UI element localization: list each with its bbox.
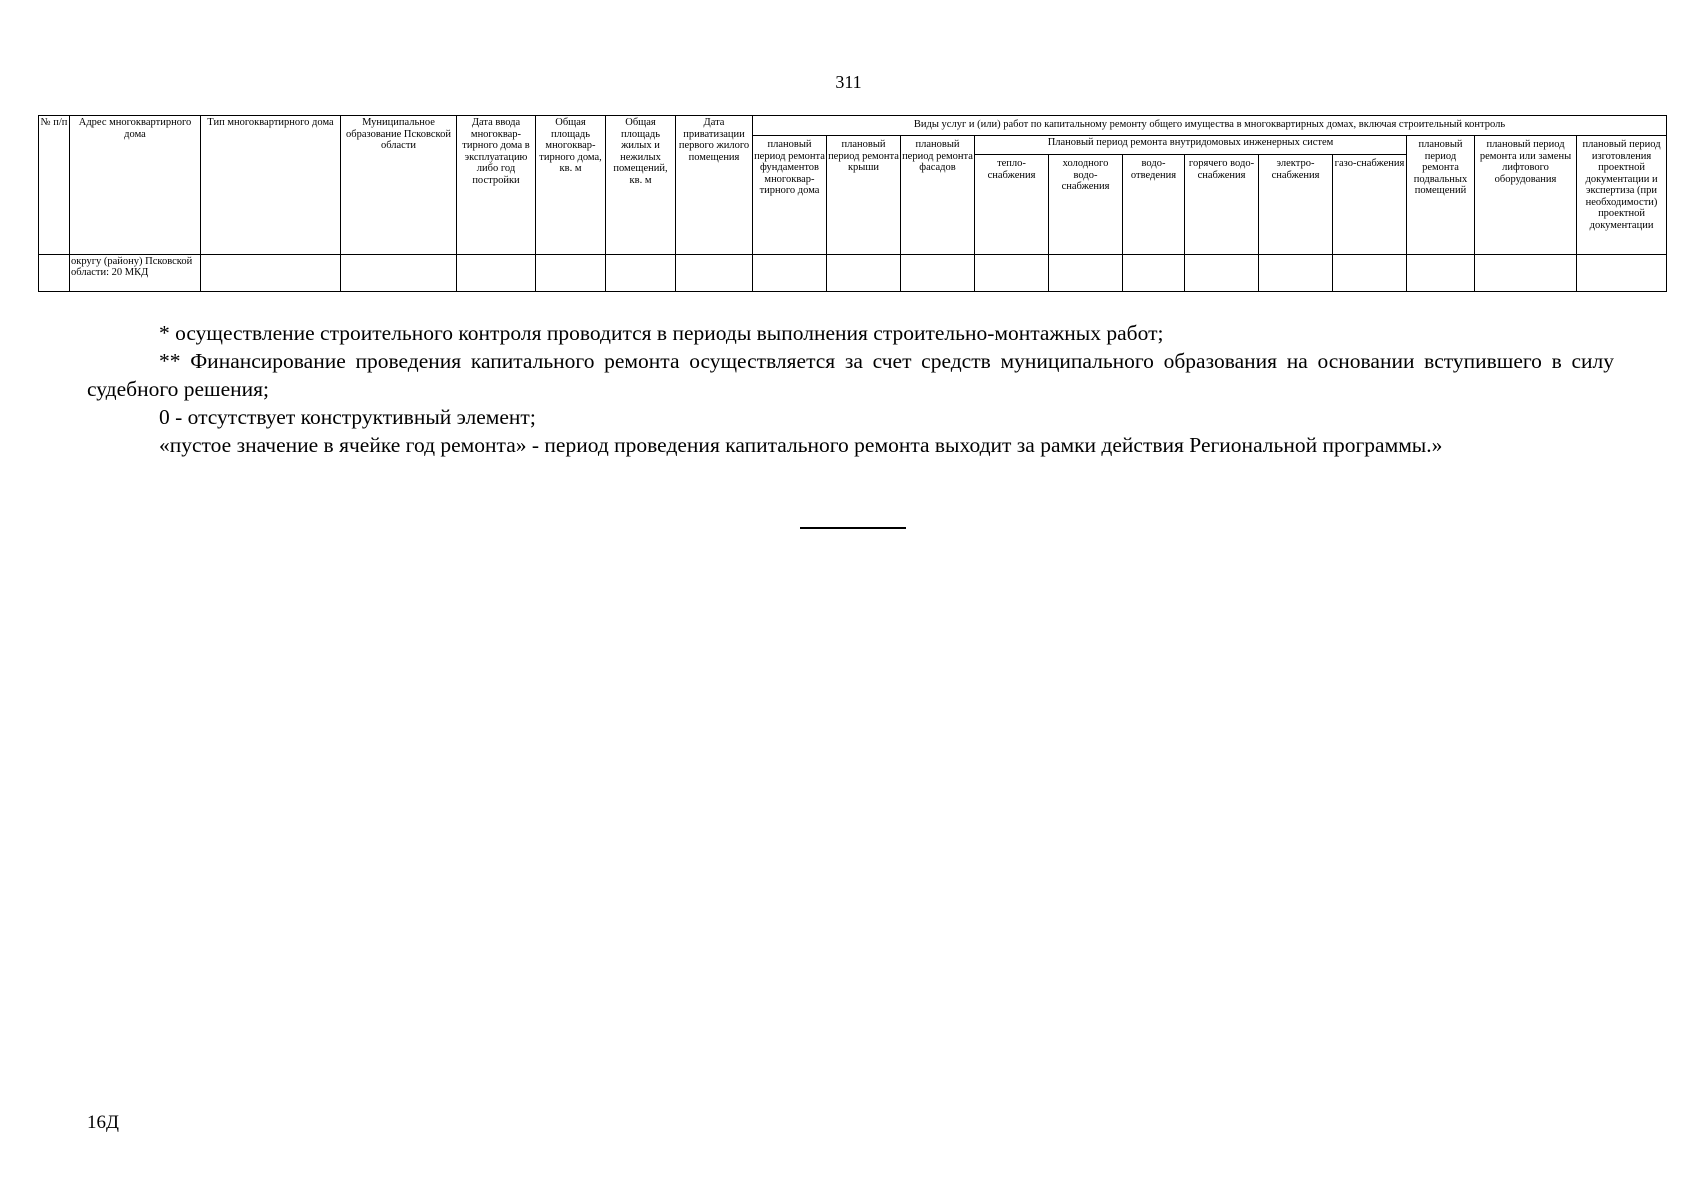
summary-cell [536,255,606,292]
capital-repair-table-wrapper [38,115,1661,292]
summary-cell [753,255,827,292]
header-living-area: Общая площадь жилых и нежилых помещений, кв. м [606,116,676,255]
header-foundation: плановый период ремонта фундаментов многоквар-тирного дома [753,136,827,255]
footnotes [87,319,1614,459]
header-num: № п/п [39,116,70,255]
summary-cell [1049,255,1123,292]
note-empty-value: «пустое значение в ячейке год ремонта» - период проведения капитального ремонта выходит за рамки действия Региональной программы.» [159,433,1443,457]
summary-cell [1185,255,1259,292]
document-code: 16Д [87,1112,119,1133]
summary-cell [1123,255,1185,292]
header-cold-water: холодного водо-снабжения [1049,155,1123,255]
header-gas: газо-снабжения [1333,155,1407,255]
summary-cell [201,255,341,292]
header-type: Тип многоквартирного дома [201,116,341,255]
summary-cell [1407,255,1475,292]
header-engineering-group: Плановый период ремонта внутридомовых инженерных систем [975,136,1407,155]
summary-cell [457,255,536,292]
header-hot-water: горячего водо-снабжения [1185,155,1259,255]
header-electric: электро-снабжения [1259,155,1333,255]
header-total-area: Общая площадь многоквар-тирного дома, кв. м [536,116,606,255]
summary-cell [827,255,901,292]
summary-address: округу (району) Псковской области: 20 МКД [70,255,201,292]
summary-cell [341,255,457,292]
header-privatization-date: Дата приватизации первого жилого помещения [676,116,753,255]
summary-cell [1577,255,1667,292]
header-roof: плановый период ремонта крыши [827,136,901,255]
end-divider [800,527,906,529]
header-basement: плановый период ремонта подвальных помещений [1407,136,1475,255]
header-design-docs: плановый период изготовления проектной документации и экспертиза (при необходимости) проектной документации [1577,136,1667,255]
summary-row [39,255,1667,292]
header-address: Адрес многоквартирного дома [70,116,201,255]
summary-cell [39,255,70,292]
header-heat: тепло-снабжения [975,155,1049,255]
summary-cell [975,255,1049,292]
summary-cell [901,255,975,292]
header-elevator: плановый период ремонта или замены лифтового оборудования [1475,136,1577,255]
header-municipality: Муниципальное образование Псковской области [341,116,457,255]
header-commission-date: Дата ввода многоквар-тирного дома в эксплуатацию либо год постройки [457,116,536,255]
summary-cell [1259,255,1333,292]
note-zero-value: 0 - отсутствует конструктивный элемент; [159,405,536,429]
note-financing: ** Финансирование проведения капитального ремонта осуществляется за счет средств муниципального образования на основании вступившего в силу судебного решения; [87,349,1614,401]
header-works-group: Виды услуг и (или) работ по капитальному ремонту общего имущества в многоквартирных домах, включая строительный контроль [753,116,1667,136]
note-construction-control: * осуществление строительного контроля проводится в периоды выполнения строительно-монтажных работ; [159,321,1164,345]
summary-cell [606,255,676,292]
header-facade: плановый период ремонта фасадов [901,136,975,255]
page-number: 311 [835,72,862,92]
capital-repair-table [38,115,1667,292]
summary-cell [676,255,753,292]
summary-cell [1475,255,1577,292]
header-drainage: водо-отведения [1123,155,1185,255]
summary-cell [1333,255,1407,292]
